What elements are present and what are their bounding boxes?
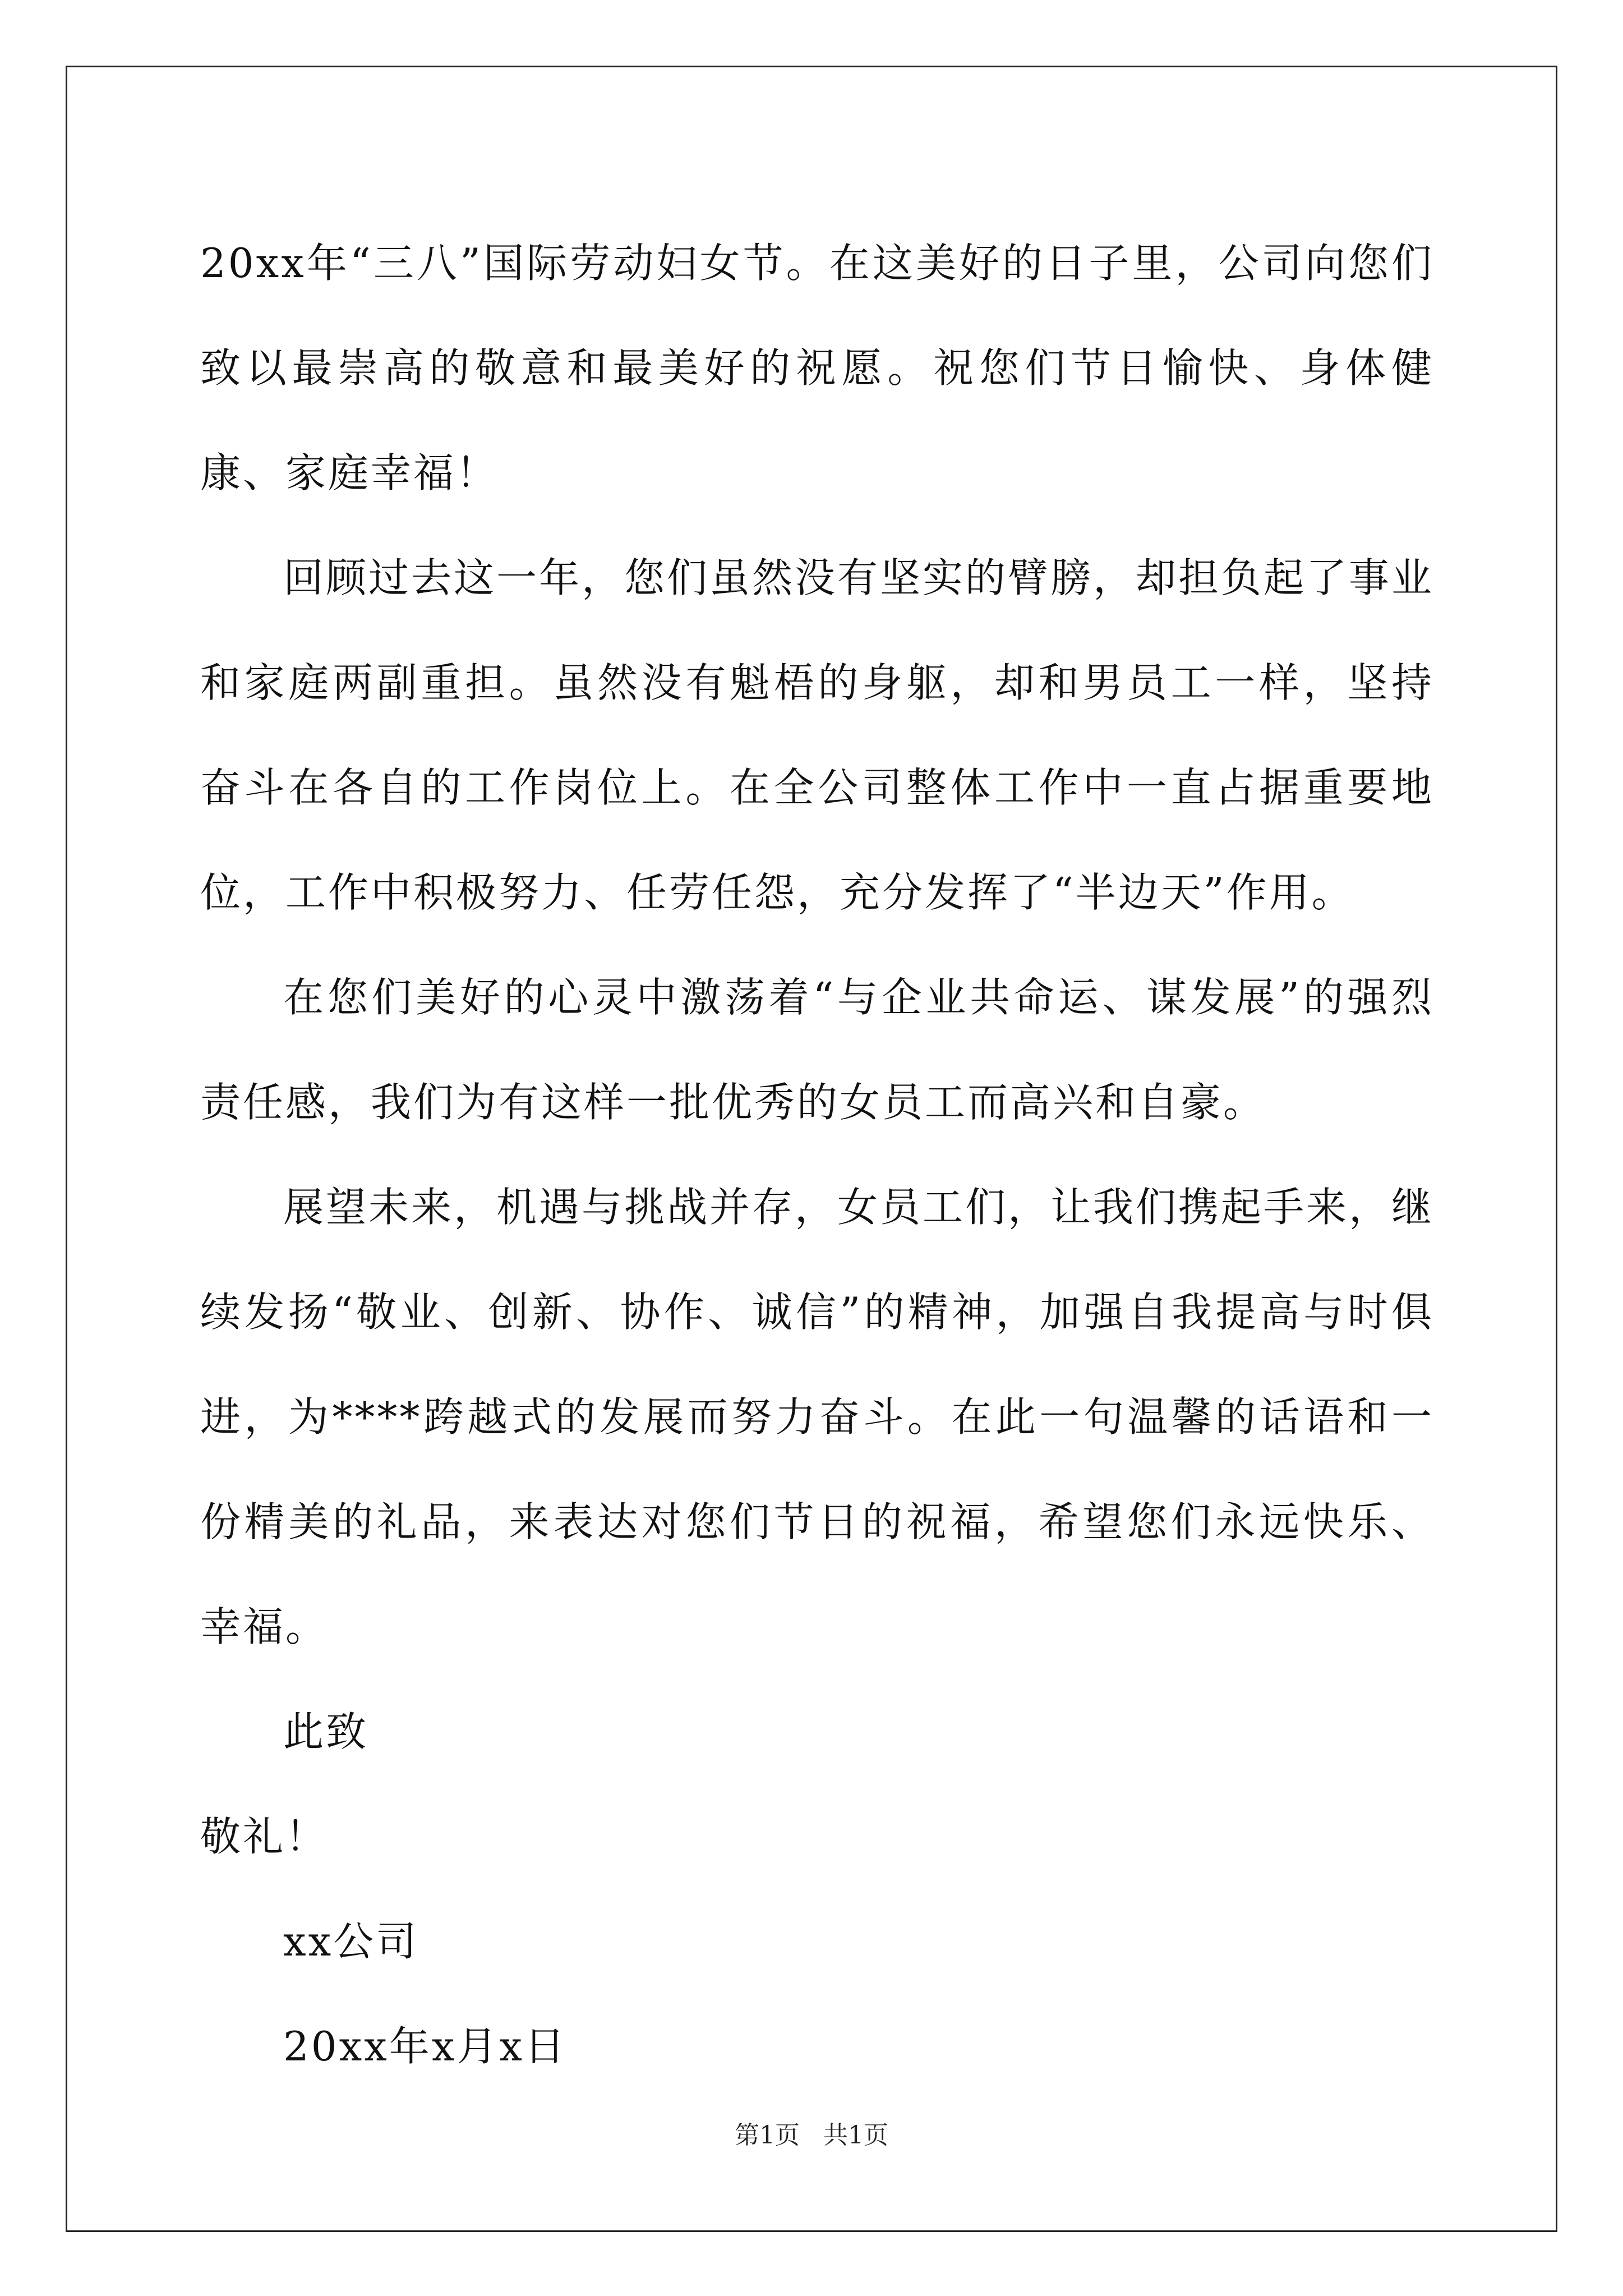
signature-date: 20xx年x月x日 [283,2023,568,2070]
closing-regards: 敬礼！ [200,1813,329,1860]
page-number-footer: 第1页 共1页 [735,2121,888,2150]
paragraph-responsibility: 在您们美好的心灵中激荡着“与企业共命运、谋发展”的强烈责任感，我们为有这样一批优秀的女员工而高兴和自豪。 [200,974,1434,1126]
document-body [200,211,1434,2099]
paragraph-review: 回顾过去这一年，您们虽然没有坚实的臂膀，却担负起了事业和家庭两副重担。虽然没有魁梧的身躯，却和男员工一样，坚持奋斗在各自的工作岗位上。在全公司整体工作中一直占据重要地位，工作中积极努力、任劳任怨，充分发挥了“半边天”作用。 [200,554,1435,916]
signature-company: xx公司 [283,1918,419,1965]
paragraph-outlook: 展望未来，机遇与挑战并存，女员工们，让我们携起手来，继续发扬“敬业、创新、协作、诚信”的精神，加强自我提高与时俱进，为****跨越式的发展而努力奋斗。在此一句温馨的话语和一份精美的礼品，来表达对您们节日的祝福，希望您们永远快乐、幸福。 [200,1184,1435,1650]
closing-salutation: 此致 [283,1708,369,1755]
paragraph-greeting: 20xx年“三八”国际劳动妇女节。在这美好的日子里，公司向您们致以最崇高的敬意和最美好的祝愿。祝您们节日愉快、身体健康、家庭幸福！ [200,240,1434,496]
